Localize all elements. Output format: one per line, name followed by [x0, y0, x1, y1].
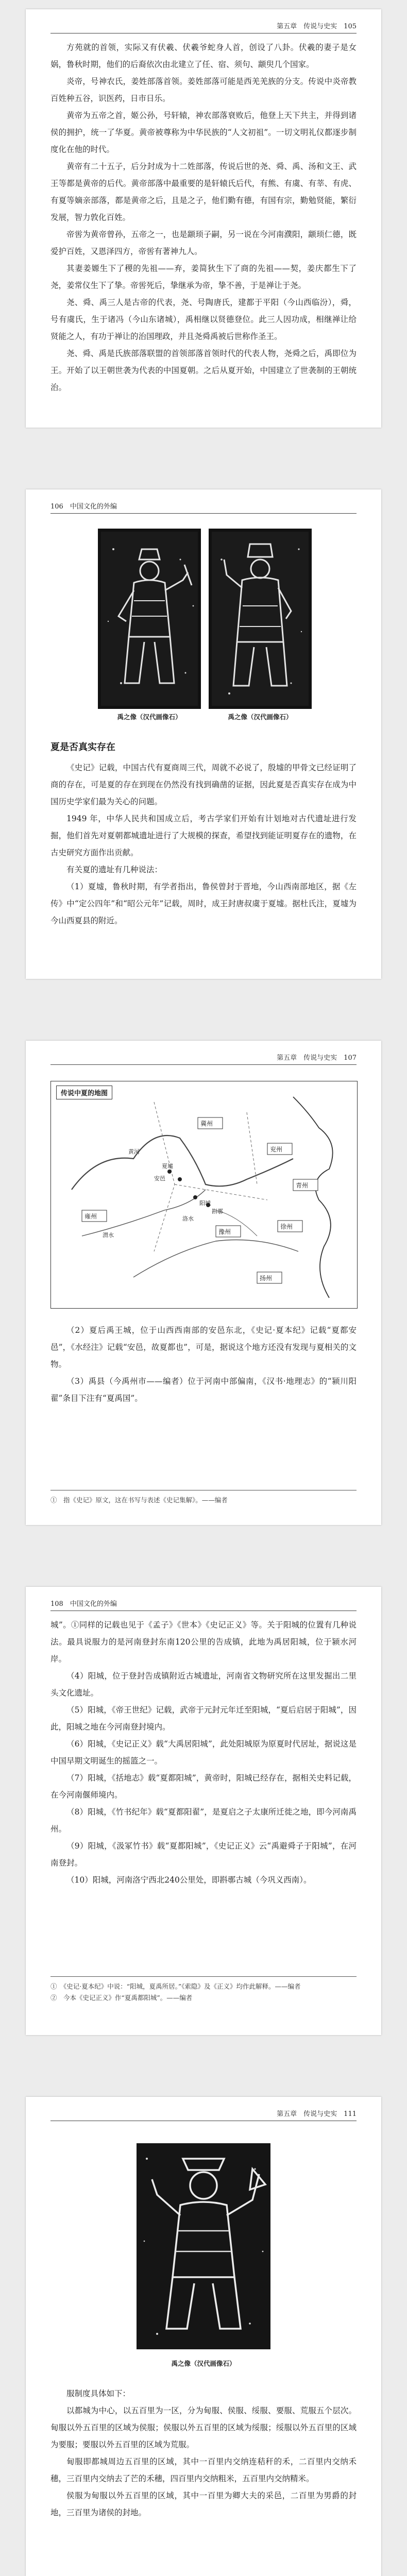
paragraph: 侯服为甸服以外五百里的区域，其中一百里为卿大夫的采邑，二百里为男爵的封地，三百里为诸侯的封地。: [50, 2491, 357, 2517]
paragraph: （7）阳城，《括地志》载“夏都阳城”，黄帝时，阳城已经存在，据相关史料记载，在今河南偃师境内。: [50, 1773, 357, 1800]
page-header-left: 106 中国文化的外编: [50, 503, 117, 511]
paragraph: 其妻姜嫄生下了稷的先祖——弃，姜简狄生下了商的先祖——契，姜庆都生下了尧，姜常仪生下了挚。帝喾死后，挚继承为帝，挚不善，于是禅让于尧。: [50, 264, 357, 290]
paragraph: 方苑就的首领，实际又有伏羲、伏羲爷蛇身人首，创设了八卦。伏羲的妻子是女娲，鲁秋时期，他们的后裔依次由北建立了任、宿、须句、颛臾几个国家。: [50, 43, 357, 69]
figure-caption-left: 禹之像（汉代画像石）: [117, 713, 182, 721]
page-body: [50, 1322, 357, 1407]
map-label: 雍州: [84, 1213, 97, 1220]
rubbing-image-yu: [126, 2138, 281, 2354]
map-label: 渭水: [103, 1232, 114, 1239]
map-label: 斟鄩: [212, 1208, 223, 1215]
map-figure: [50, 1081, 358, 1309]
paragraph: （2）夏后禹王城，位于山西西南部的安邑东北，《史记·夏本纪》记载“夏都安邑”，《水经注》记载“安邑，故夏都也”，可是，据说这个地方还没有发现与夏相关的文物。: [50, 1326, 357, 1369]
figure-caption-right: 禹之像（汉代画像石）: [228, 713, 293, 721]
section-title: 夏是否真实存在: [50, 742, 115, 753]
paragraph: 尧、舜、禹三人是古帝的代表，尧、号陶唐氏，建都于平阳（今山西临汾），舜，号有虞氏，生于诸冯（今山东诸城），禹相继以贤德登位。此三人因功成，相继禅让给贤能之人，有功于禅让的治国理政，并且尧舜禹被后世称作圣王。: [50, 298, 357, 341]
page-body: [50, 1617, 357, 1889]
paragraph: （5）阳城，《帝王世纪》记载，武帝于元封元年迁至阳城，“夏后启居于阳城”，因此，阳城之地在今河南登封境内。: [50, 1705, 357, 1732]
footnote: ① 《史记·夏本纪》中说：“阳城，夏禹所居。”《索隐》及《正义》均作此解释。——编者: [50, 1982, 301, 1990]
paragraph: 黄帝为五帝之首，姬公孙，号轩辕，神农部落衰败后，他登上天下共主，并得到诸侯的拥护，统一了华夏。黄帝被尊称为中华民族的“人文初祖”。一切文明礼仪都逐步制度化在他的时代。: [50, 111, 357, 154]
map-label: 夏墟: [162, 1163, 173, 1170]
paragraph: 以都城为中心，以五百里为一区，分为甸服、侯服、绥服、要服、荒服五个层次。甸服以外五百里的区域为侯服；侯服以外五百里的区域为绥服；绥服以外五百里的区域为要服；要服以外五百里的区域为荒服。: [50, 2406, 357, 2449]
page-header: [50, 1599, 357, 1611]
paragraph: 尧、舜、禹是氏族部落联盟的首领部落首领时代的代表人物，尧舜之后，禹即位为王。开始了以王朝世袭为代表的中国夏朝。之后从夏开始，中国建立了世袭制的王朝统治。: [50, 349, 357, 392]
page-header-left: 108 中国文化的外编: [50, 1600, 117, 1608]
map-label: 阳城: [199, 1200, 211, 1207]
paragraph: 黄帝有二十五子，后分封成为十二姓部落，传说后世的尧、舜、禹、汤和文王、武王等都是黄帝的后代。黄帝部落中最重要的是轩辕氏后代，有熊、有虞、有莘、有虎、有夏等嫡亲部落，都是黄帝之后，且是之子，他们勤有德，有国有宗，勤勉贤能，繁衍发展，智力敦化百姓。: [50, 162, 357, 222]
page-header-right: 第五章 传说与史实 107: [277, 1054, 357, 1062]
footnote: ② 今本《史记正义》作“夏禹都阳城”。——编者: [50, 1994, 193, 2002]
book-page-107: [26, 1041, 381, 1525]
paragraph: 1949 年，中华人民共和国成立后，考古学家们开始有计划地对古代遗址进行发掘，他们首先对夏朝都城遗址进行了大规模的探查，希望找到能证明夏存在的遗物，在古史研究方面作出贡献。: [50, 814, 357, 857]
map-label: 扬州: [260, 1275, 273, 1282]
paragraph: （3）禹县（今禹州市——编者）位于河南中部偏南，《汉书·地理志》的“颍川阳翟”条目下注有“夏禹国”。: [50, 1377, 357, 1403]
rubbing-image-right: [209, 529, 312, 709]
map-title: 传说中夏的地图: [56, 1086, 112, 1099]
map-label: 豫州: [218, 1228, 231, 1235]
paragraph: （8）阳城，《竹书纪年》载“夏都阳翟”，是夏启之子太康所迁徙之地，即今河南禹州。: [50, 1807, 357, 1834]
page-header: [50, 22, 357, 33]
paragraph: （6）阳城，《史记正义》载“大禹居阳城”，此处阳城原为原夏时代居址，据说这是中国早期文明诞生的摇篮之一。: [50, 1739, 357, 1766]
page-body: [50, 2385, 357, 2521]
paragraph: 有关夏的遗址有几种说法：: [66, 865, 163, 874]
page-header-right: 第五章 传说与史实 111: [277, 2110, 357, 2118]
book-page-105: [26, 9, 381, 428]
page-header-right: 第五章 传说与史实 105: [277, 23, 357, 30]
map-label: 青州: [296, 1182, 309, 1189]
paragraph: （10）阳城，河南洛宁西北240公里处，即斟鄩古城（今巩义西南）。: [66, 1875, 312, 1885]
map-label: 洛水: [182, 1215, 194, 1222]
paragraph: 服制度具体如下：: [66, 2389, 131, 2398]
page-header: [50, 2109, 357, 2121]
paragraph: 甸服即都城周边五百里的区域，其中一百里内交纳连秸秆的禾，二百里内交纳禾穗，三百里内交纳去了芒的禾穗，四百里内交纳粗米，五百里内交纳精米。: [50, 2457, 357, 2483]
map-label: 徐州: [280, 1223, 293, 1230]
map-label: 黄河: [128, 1148, 140, 1155]
book-page-108: [26, 1587, 381, 2035]
map-drawing: [51, 1081, 357, 1308]
figure-rubbings: [98, 529, 314, 724]
book-page-106: [26, 489, 381, 979]
paragraph: 帝喾为黄帝曾孙，五帝之一，也是颛顼子嗣，另一说在今河南濮阳，颛顼仁德，既爱护百姓，又恩泽四方，帝喾有著神九人。: [50, 230, 357, 256]
paragraph: 城”。①同样的记载也见于《孟子》《世本》《史记正义》等。关于阳城的位置有几种说法。最具说服力的是河南登封东南120公里的告成镇，此地为禹居阳城，位于颍水河岸。: [50, 1620, 357, 1664]
footnotes: [50, 1976, 357, 2004]
map-label: 冀州: [200, 1120, 213, 1127]
map-label: 兖州: [270, 1146, 283, 1153]
paragraph: 《史记》记载，中国古代有夏商周三代，周就不必说了，殷墟的甲骨文已经证明了商的存在，可是夏的存在到现在仍然没有找到确凿的证据，因此夏是否真实存在成为中国历史学家们最为关心的问题。: [50, 763, 357, 806]
page-header: [50, 502, 357, 514]
page-body: [50, 732, 357, 929]
map-label: 安邑: [154, 1175, 165, 1182]
paragraph: 炎帝，号神农氏，姜姓部落首领。姜姓部落可能是西羌羌族的分支。传说中炎帝教百姓种五谷，识医药，日市日乐。: [50, 77, 357, 103]
page-body: [50, 39, 357, 396]
footnotes: [50, 1490, 357, 1506]
rubbing-image-left: [98, 529, 201, 709]
footnote: ① 指《史记》原文，这在书写与表述《史记集解》。——编者: [50, 1496, 228, 1504]
book-page-111: [26, 2097, 381, 2576]
paragraph: （1）夏墟，鲁秋时期，有学者指出，鲁侯曾封于晋地，今山西南部地区，据《左传》中“定公四年”和“昭公元年”记载，周时，成王封唐叔虞于夏墟。据杜氏注，夏墟为今山西夏县的附近。: [50, 882, 357, 925]
figure-caption: 禹之像（汉代画像石）: [171, 2360, 236, 2367]
paragraph: （9）阳城，《汲冢竹书》载“夏都阳城”，《史记正义》云“禹避舜子于阳城”，在河南登封。: [50, 1841, 357, 1868]
paragraph: （4）阳城，位于登封告成镇附近古城遗址，河南省文物研究所在这里发掘出二里头文化遗址。: [50, 1671, 357, 1698]
page-header: [50, 1053, 357, 1065]
